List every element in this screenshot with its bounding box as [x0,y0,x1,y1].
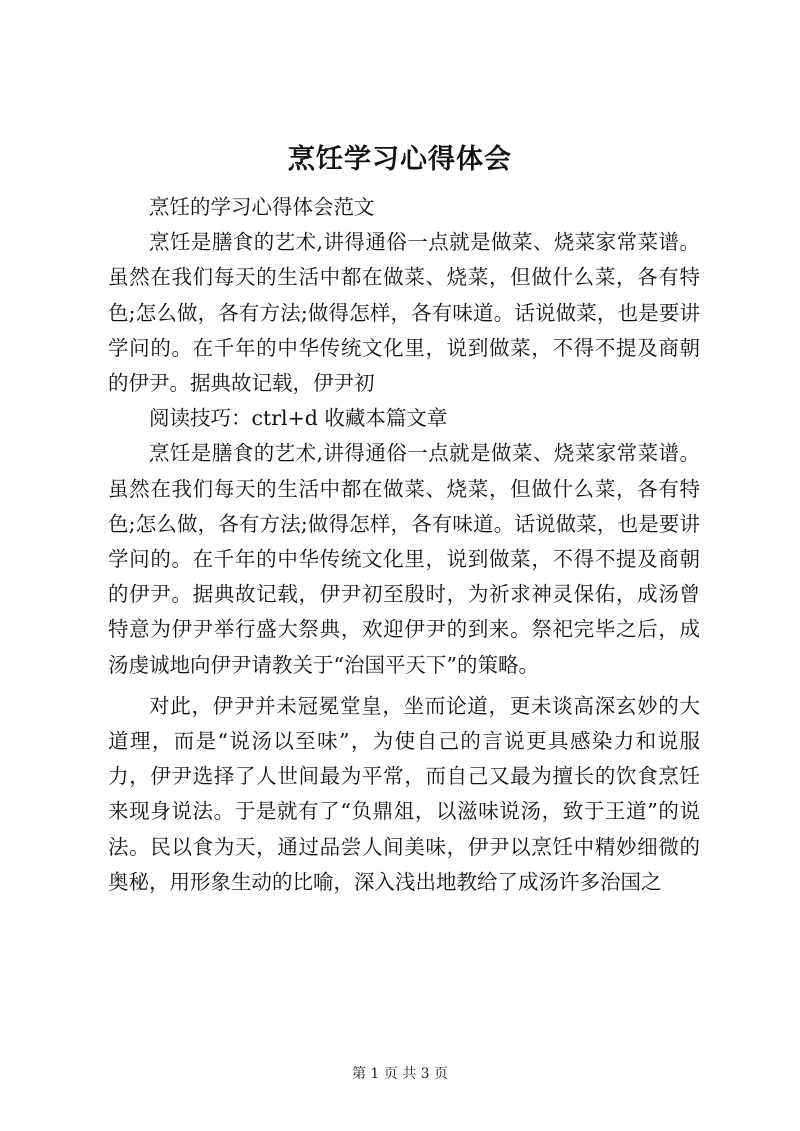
page-number: 第 1 页 [351,1066,398,1082]
paragraph-subtitle: 烹饪的学习心得体会范文 [149,195,375,219]
paragraph-main: 烹饪是膳食的艺术,讲得通俗一点就是做菜、烧菜家常菜谱。虽然在我们每天的生活中都在做菜、烧菜，但做什么菜，各有特色;怎么做，各有方法;做得怎样，各有味道。话说做菜，也是要讲学问的。在千年的中华传统文化里，说到做菜，不得不提及商朝的伊尹。据典故记载，伊尹初至殷时，为祈求神灵保佑，成汤曾特意为伊尹举行盛大祭典，欢迎伊尹的到来。祭祀完毕之后，成汤虔诚地向伊尹请教关于“治国平天下”的策略。 [108,441,700,677]
page-footer [0,1064,800,1084]
document-body [108,190,700,900]
page-total: 共 3 页 [402,1066,449,1082]
paragraph-intro: 烹饪是膳食的艺术,讲得通俗一点就是做菜、烧菜家常菜谱。虽然在我们每天的生活中都在做菜、烧菜，但做什么菜，各有特色;怎么做，各有方法;做得怎样，各有味道。话说做菜，也是要讲学问的。在千年的中华传统文化里，说到做菜，不得不提及商朝的伊尹。据典故记载，伊尹初 [108,230,700,396]
paragraph-reading-tip: 阅读技巧：ctrl+d 收藏本篇文章 [149,406,448,431]
paragraph-yiyin: 对此，伊尹并未冠冕堂皇，坐而论道，更未谈高深玄妙的大道理，而是“说汤以至味”，为使自己的言说更具感染力和说服力，伊尹选择了人世间最为平常，而自己又最为擅长的饮食烹饪来现身说法。于是就有了“负鼎俎，以滋味说汤，致于王道”的说法。民以食为天，通过品尝人间美味，伊尹以烹饪中精妙细微的奥秘，用形象生动的比喻，深入浅出地教给了成汤许多治国之 [108,693,700,894]
document-title: 烹饪学习心得体会 [288,144,512,175]
